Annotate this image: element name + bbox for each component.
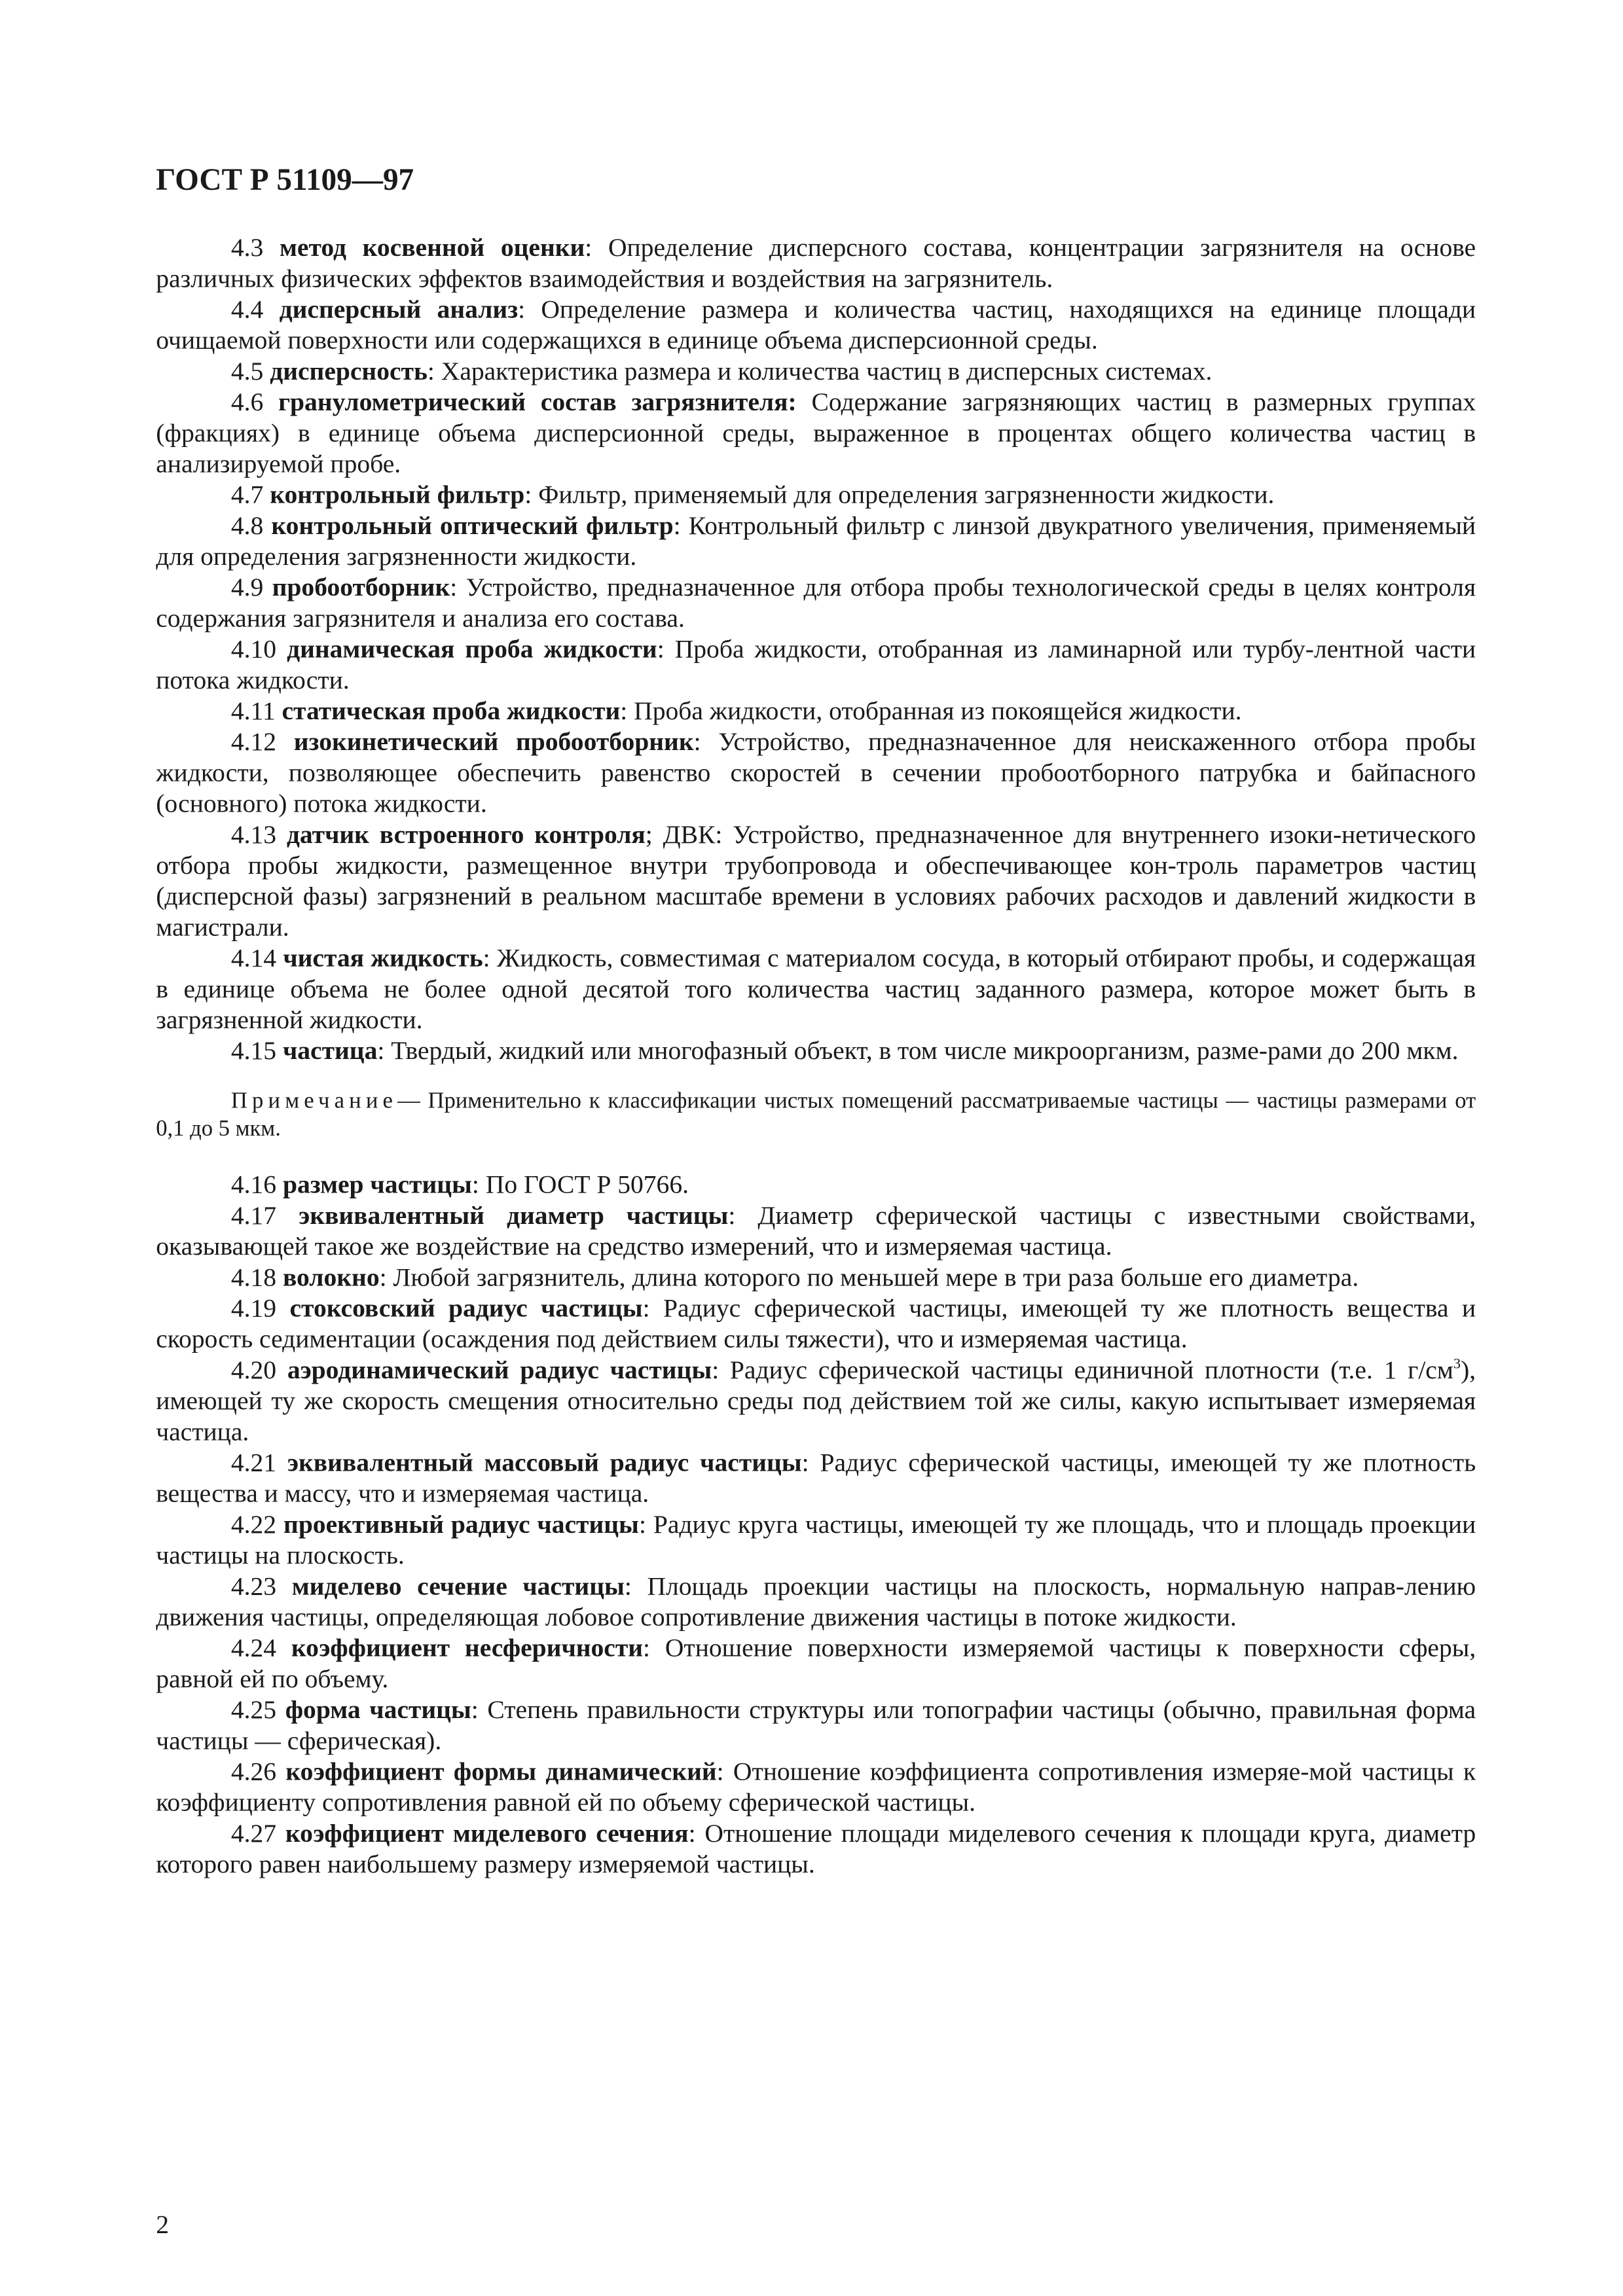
note-text: — Применительно к классификации чистых помещений рассматриваемые частицы — частицы размерами от 0,1 до 5 мкм. [156, 1088, 1476, 1141]
note [156, 1088, 1476, 1143]
note-label: Примечание [230, 1088, 398, 1114]
definition-4-15: 4.15 частица: Твердый, жидкий или многофазный объект, в том числе микроорганизм, разме-рами до 200 мкм. [230, 1035, 1459, 1066]
definition-4-5: 4.5 дисперсность: Характеристика размера и количества частиц в дисперсных системах. [230, 355, 1213, 386]
definition-4-19: 4.19 стоксовский радиус частицы: Радиус сферической частицы, имеющей ту же плотность вещества и скорость седиментации (осаждения под действием силы тяжести), что и измеряемая частица. [156, 1293, 1476, 1354]
definition-4-26: 4.26 коэффициент формы динамический: Отношение коэффициента сопротивления измеряе-мой частицы к коэффициенту сопротивления равной ей по объему сферической частицы. [156, 1756, 1476, 1817]
definition-4-3: 4.3 метод косвенной оценки: Определение дисперсного состава, концентрации загрязнителя на основе различных физических эффектов взаимодействия и воздействия на загрязнитель. [156, 232, 1476, 293]
definition-4-24: 4.24 коэффициент несферичности: Отношение поверхности измеряемой частицы к поверхности сферы, равной ей по объему. [156, 1632, 1476, 1693]
definition-4-8: 4.8 контрольный оптический фильтр: Контрольный фильтр с линзой двукратного увеличения, применяемый для определения загрязненности жидкости. [156, 510, 1476, 571]
definition-4-21: 4.21 эквивалентный массовый радиус частицы: Радиус сферической частицы, имеющей ту же плотность вещества и массу, что и измеряемая частица. [156, 1447, 1476, 1508]
definition-4-11: 4.11 статическая проба жидкости: Проба жидкости, отобранная из покоящейся жидкости. [230, 696, 1242, 726]
definition-4-18: 4.18 волокно: Любой загрязнитель, длина которого по меньшей мере в три раза больше его диаметра. [230, 1262, 1359, 1292]
definition-4-20: 4.20 аэродинамический радиус частицы: Радиус сферической частицы единичной плотности (т.е. 1 $г/см^3$), имеющей ту же скорость смещения относительно среды под действием той же силы, какую испытывает измеряемая частица. [156, 1354, 1476, 1446]
document-header: ГОСТ Р 51109—97 [156, 162, 414, 198]
definition-4-23: 4.23 миделево сечение частицы: Площадь проекции частицы на плоскость, нормальную направ-лению движения частицы, определяющая лобовое сопротивление движения частицы в потоке жидкости. [156, 1571, 1476, 1632]
definition-4-6: 4.6 гранулометрический состав загрязнителя: Содержание загрязняющих частиц в размерных группах (фракциях) в единице объема дисперсионной среды, выраженное в процентах общего количества частиц в анализируемой пробе. [156, 387, 1476, 478]
definition-4-13: 4.13 датчик встроенного контроля; ДВК: Устройство, предназначенное для внутреннего изоки-нетического отбора пробы жидкости, размещенное внутри трубопровода и обеспечивающее кон-троль параметров частиц (дисперсной фазы) загрязнений в реальном масштабе времени в условиях рабочих расходов и давлений жидкости в магистрали. [156, 819, 1476, 942]
definition-4-25: 4.25 форма частицы: Степень правильности структуры или топографии частицы (обычно, правильная форма частицы — сферическая). [156, 1695, 1476, 1755]
definition-4-27: 4.27 коэффициент миделевого сечения: Отношение площади миделевого сечения к площади круга, диаметр которого равен наибольшему размеру измеряемой частицы. [156, 1818, 1476, 1879]
document-body [156, 232, 1476, 1880]
page-number: 2 [156, 2209, 170, 2239]
definition-4-17: 4.17 эквивалентный диаметр частицы: Диаметр сферической частицы с известными свойствами, оказывающей такое же воздействие на средство измерений, что и измеряемая частица. [156, 1200, 1476, 1261]
definition-4-22: 4.22 проективный радиус частицы: Радиус круга частицы, имеющей ту же площадь, что и площадь проекции частицы на плоскость. [156, 1509, 1476, 1570]
definition-4-7: 4.7 контрольный фильтр: Фильтр, применяемый для определения загрязненности жидкости. [230, 479, 1275, 509]
definition-4-9: 4.9 пробоотборник: Устройство, предназначенное для отбора пробы технологической среды в целях контроля содержания загрязнителя и анализа его состава. [156, 572, 1476, 633]
definition-4-10: 4.10 динамическая проба жидкости: Проба жидкости, отобранная из ламинарной или турбу-лентной части потока жидкости. [156, 634, 1476, 694]
definition-4-12: 4.12 изокинетический пробоотборник: Устройство, предназначенное для неискаженного отбора пробы жидкости, позволяющее обеспечить равенство скоростей в сечении пробоотборного патрубка и байпасного (основного) потока жидкости. [156, 726, 1476, 818]
definition-4-16: 4.16 размер частицы: По ГОСТ Р 50766. [230, 1169, 689, 1199]
definition-4-14: 4.14 чистая жидкость: Жидкость, совместимая с материалом сосуда, в который отбирают пробы, и содержащая в единице объема не более одной десятой того количества частиц заданного размера, которое может быть в загрязненной жидкости. [156, 942, 1476, 1034]
definition-4-4: 4.4 дисперсный анализ: Определение размера и количества частиц, находящихся на единице площади очищаемой поверхности или содержащихся в единице объема дисперсионной среды. [156, 294, 1476, 355]
